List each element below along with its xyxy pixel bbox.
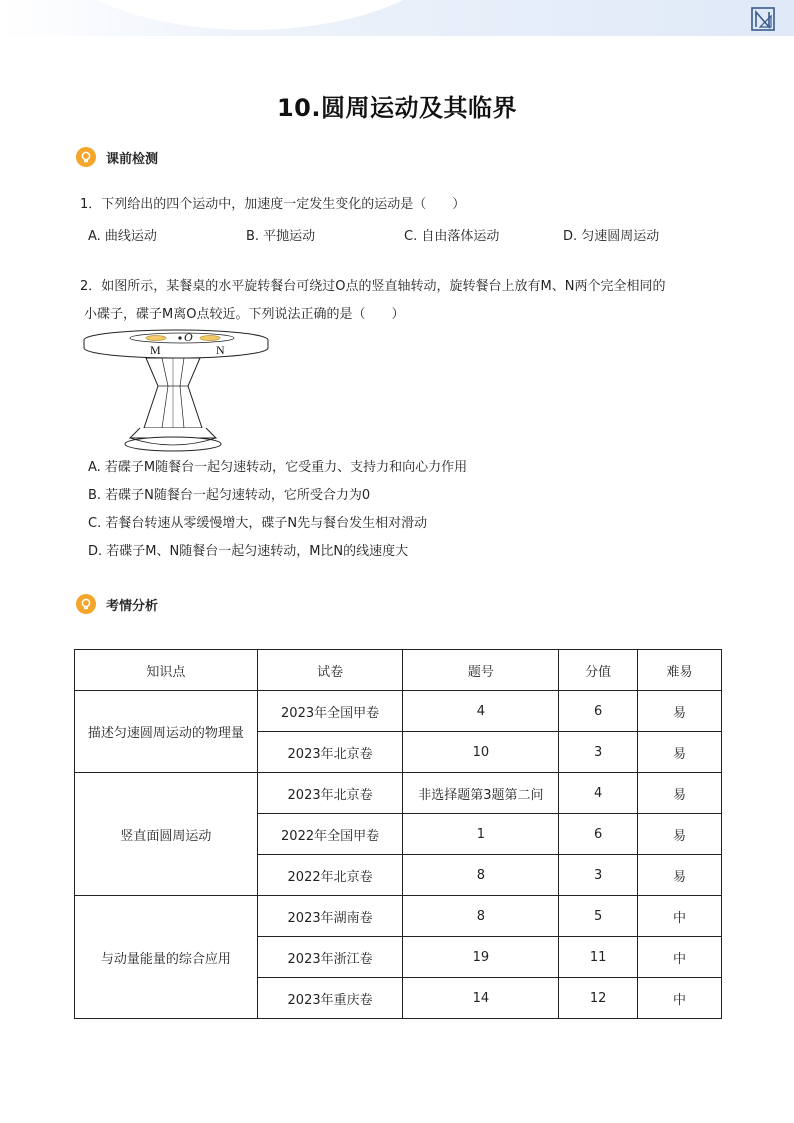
- table-row: [75, 896, 722, 937]
- question-cell: 4: [403, 691, 559, 732]
- lightbulb-icon: [76, 594, 96, 614]
- question-cell: 19: [403, 937, 559, 978]
- section-analysis: [76, 593, 158, 615]
- question-2: [80, 273, 665, 329]
- exam-analysis-table: [74, 649, 722, 1019]
- topic-cell: 竖直面圆周运动: [75, 773, 258, 896]
- table-row: [75, 773, 722, 814]
- label-m: M: [150, 343, 161, 357]
- publisher-logo-icon: [750, 6, 776, 32]
- header-score: 分值: [559, 650, 638, 691]
- score-cell: 6: [559, 691, 638, 732]
- question-stem-line-1: 2．如图所示，某餐桌的水平旋转餐台可绕过O点的竖直轴转动，旋转餐台上放有M、N两个完全相同的: [80, 279, 666, 294]
- difficulty-cell: 中: [638, 937, 722, 978]
- plate-m: [146, 335, 166, 340]
- header-topic: 知识点: [75, 650, 258, 691]
- score-cell: 3: [559, 855, 638, 896]
- difficulty-cell: 易: [638, 773, 722, 814]
- header-band: [0, 0, 794, 36]
- topic-cell: 与动量能量的综合应用: [75, 896, 258, 1019]
- question-2-options: [88, 454, 467, 566]
- option-b: B. 若碟子N随餐台一起匀速转动，它所受合力为0: [88, 488, 371, 503]
- header-arc: [40, 0, 460, 30]
- header-paper: 试卷: [257, 650, 403, 691]
- question-cell: 10: [403, 732, 559, 773]
- option-d: D. 若碟子M、N随餐台一起匀速转动，M比N的线速度大: [88, 544, 409, 559]
- question-cell: 1: [403, 814, 559, 855]
- option-b: B. 平抛运动: [246, 229, 316, 244]
- difficulty-cell: 易: [638, 732, 722, 773]
- question-1: [80, 191, 465, 219]
- label-n: N: [216, 343, 225, 357]
- topic-cell: 描述匀速圆周运动的物理量: [75, 691, 258, 773]
- header-question-no: 题号: [403, 650, 559, 691]
- option-c: C. 若餐台转速从零缓慢增大，碟子N先与餐台发生相对滑动: [88, 516, 428, 531]
- paper-cell: 2023年北京卷: [257, 732, 403, 773]
- question-cell: 8: [403, 855, 559, 896]
- paper-cell: 2023年浙江卷: [257, 937, 403, 978]
- question-cell: 非选择题第3题第二问: [403, 773, 559, 814]
- header-difficulty: 难易: [638, 650, 722, 691]
- paper-cell: 2023年重庆卷: [257, 978, 403, 1019]
- difficulty-cell: 中: [638, 978, 722, 1019]
- option-a: A. 曲线运动: [88, 229, 157, 244]
- score-cell: 11: [559, 937, 638, 978]
- score-cell: 3: [559, 732, 638, 773]
- paper-cell: 2023年北京卷: [257, 773, 403, 814]
- lightbulb-icon: [76, 147, 96, 167]
- question-stem-line-2: 小碟子，碟子M离O点较近。下列说法正确的是（ ）: [84, 307, 405, 322]
- question-cell: 8: [403, 896, 559, 937]
- section-title: 课前检测: [106, 151, 159, 167]
- difficulty-cell: 中: [638, 896, 722, 937]
- section-pre-check: [76, 146, 158, 168]
- difficulty-cell: 易: [638, 814, 722, 855]
- rotating-table-figure: [80, 326, 280, 454]
- paper-cell: 2022年北京卷: [257, 855, 403, 896]
- option-d: D. 匀速圆周运动: [563, 229, 660, 244]
- plate-n: [200, 335, 220, 340]
- paper-cell: 2023年全国甲卷: [257, 691, 403, 732]
- table-header-row: [75, 650, 722, 691]
- label-o: O: [184, 330, 193, 344]
- difficulty-cell: 易: [638, 691, 722, 732]
- score-cell: 6: [559, 814, 638, 855]
- page-title: 10.圆周运动及其临界: [276, 94, 517, 122]
- section-title: 考情分析: [106, 598, 159, 614]
- question-cell: 14: [403, 978, 559, 1019]
- score-cell: 4: [559, 773, 638, 814]
- option-c: C. 自由落体运动: [404, 229, 500, 244]
- paper-cell: 2022年全国甲卷: [257, 814, 403, 855]
- score-cell: 12: [559, 978, 638, 1019]
- question-stem: 1．下列给出的四个运动中，加速度一定发生变化的运动是（ ）: [80, 197, 466, 212]
- score-cell: 5: [559, 896, 638, 937]
- paper-cell: 2023年湖南卷: [257, 896, 403, 937]
- difficulty-cell: 易: [638, 855, 722, 896]
- table-row: [75, 691, 722, 732]
- option-a: A. 若碟子M随餐台一起匀速转动，它受重力、支持力和向心力作用: [88, 460, 468, 475]
